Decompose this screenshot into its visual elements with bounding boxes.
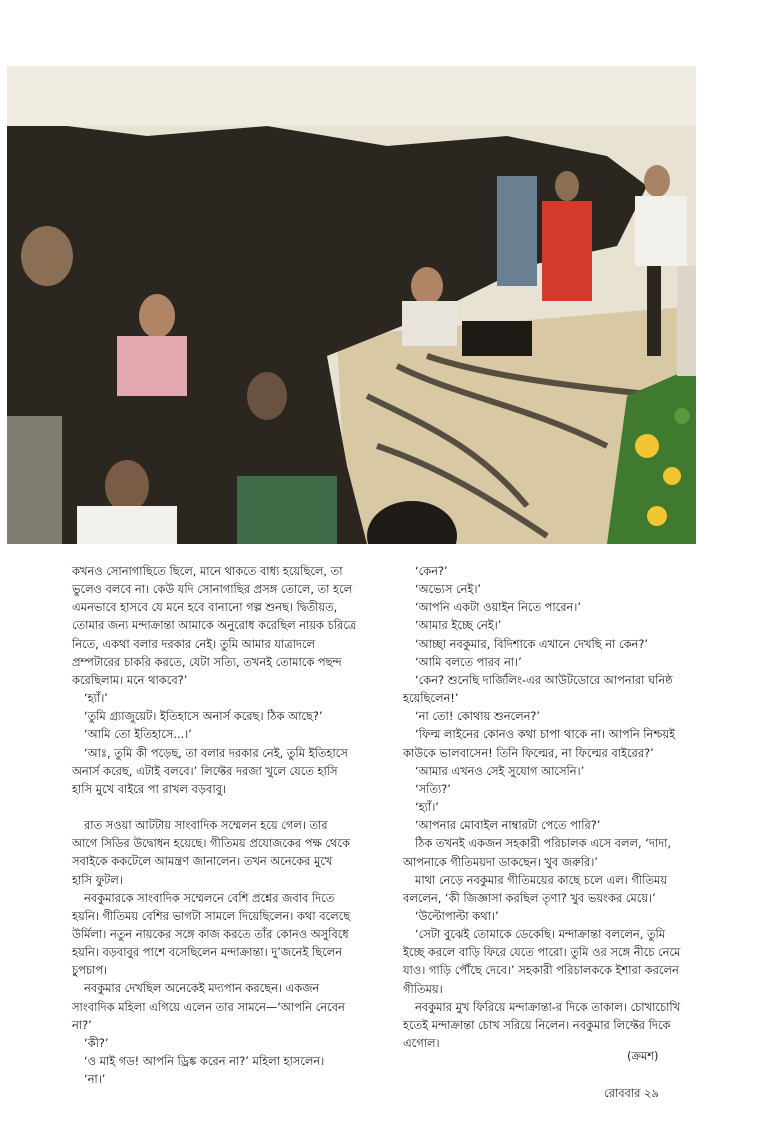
photo-press-conference: [7, 66, 696, 544]
text-line: ‘আঃ, তুমি কী পড়েছ, তা বলার দরকার নেই, তুমি ইতিহাসে: [84, 745, 348, 760]
text-line: কখনও সোনাগাছিতে ছিলে, মানে থাকতে বাধ্য হয়েছিলে, তা: [72, 564, 343, 578]
text-line: কাউকে ভালবাসেন! তিনি ফিল্মের, না ফিল্মের বাইরের?’: [403, 745, 654, 760]
text-line: এমনভাবে হাসবে যে মনে হবে বানানো গল্প শুনছ। দ্বিতীয়ত,: [72, 600, 338, 615]
right-text-column: [403, 562, 693, 1052]
text-line: হাসি মুখে বাইরে পা রাখল বড়বাবু।: [72, 781, 227, 796]
text-line: উর্মিলা। নতুন নায়কের সঙ্গে কাজ করতে তাঁর কোনও অসুবিধে: [72, 926, 349, 941]
text-line: হয়নি। গীতিময় বেশির ভাগটা সামলে দিয়েছিলেন। কথা বলেছে: [72, 908, 351, 923]
text-line: ‘কেন? শুনেছি দার্জিলিং-এর আউটডোরে আপনারা ঘনিষ্ঠ: [415, 672, 673, 687]
text-line: সাংবাদিক মহিলা এগিয়ে এলেন তার সামনে—‘আপনি নেবেন: [72, 999, 345, 1014]
continued-marker: (ক্রমশ): [627, 1049, 659, 1063]
text-line: ‘কেন?’: [415, 564, 448, 578]
text-line: ‘আপনি একটা ওয়াইন নিতে পারেন।’: [415, 600, 581, 615]
text-line: নবকুমার দেখছিল অনেকেই মদ্যপান করছেন। একজন: [84, 981, 320, 996]
left-text-column: [72, 562, 388, 1088]
text-line: করেছিলাম। মনে থাকবে?’: [72, 672, 188, 687]
text-line: ‘না।’: [84, 1072, 106, 1087]
text-line: বললেন, ‘কী জিজ্ঞাসা করছিল তৃণা? খুব ভয়ংকর মেয়ে।’: [403, 890, 656, 905]
text-line: আগে সিডির উদ্বোধন হয়েছে। গীতিময় প্রযোজকের পক্ষ থেকে: [72, 836, 350, 851]
text-line: হতেই মন্দাক্রান্তা চোখ সরিয়ে নিলেন। নবকুমার লিফ্টের দিকে: [403, 1017, 671, 1032]
text-line: তোমার জন্য মন্দাক্রান্তা আমাকে অনুরোধ করেছিল নায়ক চরিত্রে: [72, 618, 357, 633]
text-line: ঠিক তখনই একজন সহকারী পরিচালক এসে বলল, ‘দাদা,: [415, 836, 672, 851]
text-line: ‘কী?’: [84, 1035, 109, 1050]
text-line: ‘অভ্যেস নেই।’: [415, 582, 482, 597]
text-line: ‘তুমি গ্র্যাজুয়েট। ইতিহাসে অনার্স করেছ। ঠিক আছে?’: [84, 709, 323, 724]
text-line: অনার্স করেছ, এটাই বলবে।’ লিফ্টের দরজা খুলে যেতে হাসি: [72, 763, 338, 778]
crowd-illustration: [7, 66, 696, 544]
text-line: হাসি ফুটল।: [72, 872, 123, 887]
text-line: ‘আমি বলতে পারব না।’: [415, 654, 522, 669]
text-line: ‘হ্যাঁ।’: [84, 691, 108, 706]
text-line: নিতে, একথা বলার দরকার নেই। তুমি আমার যাত্রাদলে: [72, 636, 315, 651]
text-line: মাথা নেড়ে নবকুমার গীতিময়ের কাছে চলে এল। গীতিময়: [415, 872, 667, 887]
text-line: নবকুমারকে সাংবাদিক সম্মেলনে বেশি প্রশ্নের জবাব দিতে: [84, 890, 335, 905]
text-line: এগোল।: [403, 1036, 440, 1051]
text-line: ‘আমার ইচ্ছে নেই।’: [415, 618, 502, 633]
text-line: নবকুমার মুখ ফিরিয়ে মন্দাক্রান্তা-র দিকে তাকাল। চোখাচোখি: [415, 999, 681, 1014]
text-line: ‘সত্যি?’: [415, 781, 451, 796]
text-line: আপনাকে গীতিময়দা ডাকছেন। খুব জরুরি।’: [403, 854, 598, 869]
text-line: প্রম্পটারের চাকরি করতে, যেটা সত্যি, তখনই তোমাকে পছন্দ: [72, 654, 342, 669]
text-line: ‘ফিল্ম লাইনের কোনও কথা চাপা থাকে না। আপনি নিশ্চয়ই: [415, 727, 676, 742]
text-line: হয়নি। বড়বাবুর পাশে বসেছিলেন মন্দাক্রান্তা। দু’জনেই ছিলেন: [72, 945, 343, 960]
text-line: হয়েছিলেন!’: [403, 691, 459, 706]
text-line: ‘আচ্ছা নবকুমার, বিদিশাকে এখানে দেখছি না কেন?’: [415, 636, 648, 651]
text-line: ভুলেও বলবে না। কেউ যদি সোনাগাছির প্রসঙ্গ তোলে, তা হলে: [72, 582, 353, 597]
text-line: ‘ও মাই গড! আপনি ড্রিঙ্ক করেন না?’ মহিলা হাসলেন।: [84, 1054, 325, 1069]
page-folio: রোববার ২৯: [604, 1086, 659, 1100]
text-line: চুপচাপ।: [72, 963, 108, 978]
text-line: রাত সওয়া আটটায় সাংবাদিক সম্মেলন হয়ে গেল। তার: [84, 818, 328, 833]
text-line: ‘আমি তো ইতিহাসে...।’: [84, 727, 192, 742]
text-line: ইচ্ছে করলে বাড়ি ফিরে যেতে পারো। তুমি ওর সঙ্গে নীচে নেমে: [403, 945, 681, 960]
text-line: যাও। গাড়ি পৌঁছে দেবে।’ সহকারী পরিচালককে ইশারা করলেন: [403, 963, 679, 978]
text-line: ‘আপনার মোবাইল নাম্বারটা পেতে পারি?’: [415, 818, 601, 833]
text-line: সবাইকে ককটেলে আমন্ত্রণ জানালেন। তখন অনেকের মুখে: [72, 854, 333, 869]
text-line: ‘উল্টোপাল্টা কথা।’: [415, 908, 499, 923]
text-line: ‘সেটা বুঝেই তোমাকে ডেকেছি। মন্দাক্রান্তা বললেন, তুমি: [415, 927, 666, 942]
text-line: ‘হ্যাঁ।’: [415, 800, 439, 815]
text-line: গীতিময়।: [403, 981, 443, 996]
text-line: না?’: [72, 1017, 92, 1032]
text-line: ‘আমার এখনও সেই সুযোগ আসেনি।’: [415, 763, 585, 778]
text-line: ‘না তো! কোথায় শুনলেন?’: [415, 709, 541, 724]
